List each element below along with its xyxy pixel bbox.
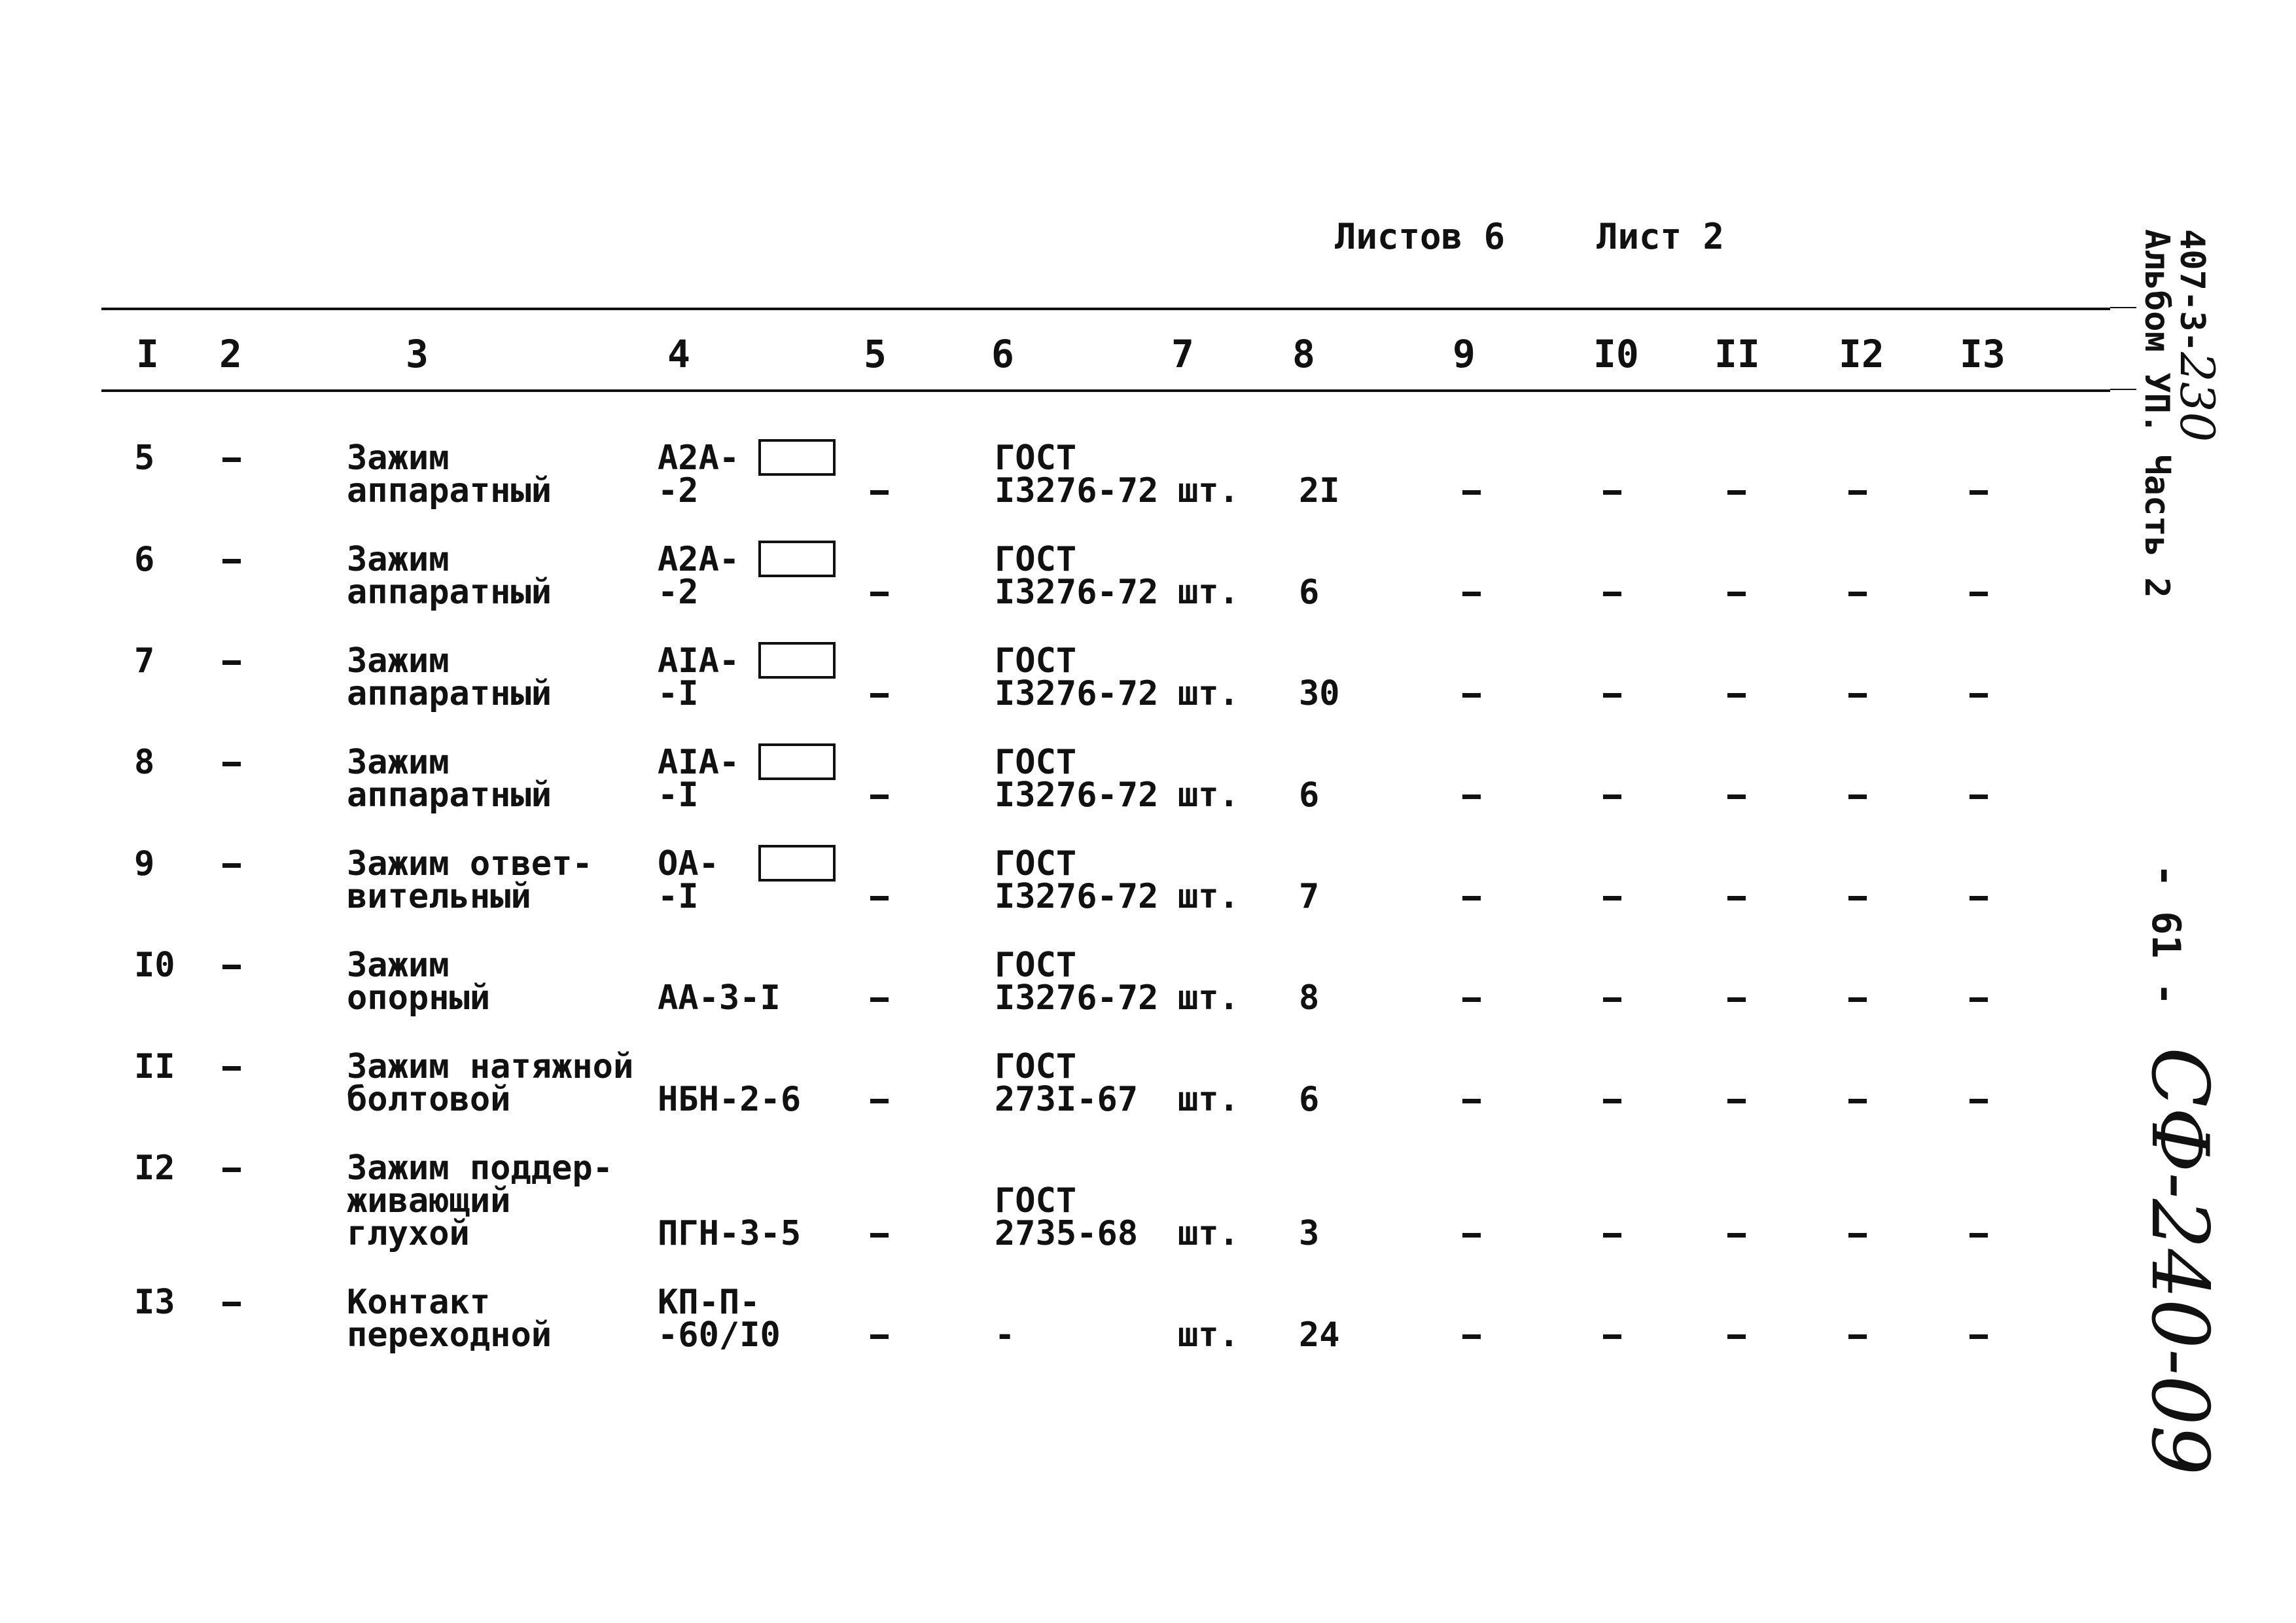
empty-cell-dash [1603, 896, 1621, 901]
item-name-line: Зажим натяжной [347, 1047, 634, 1086]
empty-cell-dash [1848, 896, 1867, 901]
column-header: 4 [667, 332, 690, 376]
empty-cell-dash [1603, 490, 1621, 495]
empty-cell-dash [1969, 997, 1988, 1002]
row-col5-dash [870, 896, 889, 901]
row-col2-dash [222, 863, 241, 868]
empty-cell-dash [1727, 896, 1746, 901]
row-col5-dash [870, 794, 889, 799]
gost-line: - [995, 1315, 1016, 1355]
gost-line: ГОСТ [995, 1047, 1077, 1086]
item-name-line: опорный [347, 978, 491, 1018]
quantity: 7 [1299, 877, 1320, 916]
unit: шт. [1178, 877, 1239, 916]
item-name-line: живающий [347, 1181, 511, 1221]
unit: шт. [1178, 573, 1239, 612]
gost-line: ГОСТ [995, 1181, 1077, 1221]
empty-cell-dash [1603, 997, 1621, 1002]
gost-line: ГОСТ [995, 641, 1077, 681]
item-name-line: переходной [347, 1315, 552, 1355]
empty-cell-dash [1727, 693, 1746, 698]
row-col5-dash [870, 490, 889, 495]
type-mark-line: -I [658, 877, 699, 916]
gost-line: 273I-67 [995, 1080, 1139, 1119]
column-header: 8 [1292, 332, 1315, 376]
type-mark-line: АIА- [658, 641, 740, 681]
empty-cell-dash [1603, 1233, 1621, 1238]
item-name-line: Зажим [347, 946, 450, 985]
gost-line: ГОСТ [995, 540, 1077, 579]
empty-cell-dash [1462, 490, 1481, 495]
empty-cell-dash [1462, 1334, 1481, 1339]
blank-field-box [758, 439, 836, 476]
row-col5-dash [870, 1233, 889, 1238]
row-number: 8 [134, 743, 155, 782]
empty-cell-dash [1727, 490, 1746, 495]
empty-cell-dash [1969, 490, 1988, 495]
blank-field-box [758, 642, 836, 679]
quantity: 30 [1299, 674, 1340, 713]
type-mark-line: АIА- [658, 743, 740, 782]
archive-stamp: СФ-240-09 [2134, 1047, 2225, 1476]
blank-field-box [758, 743, 836, 780]
type-mark-line: А2А- [658, 540, 740, 579]
unit: шт. [1178, 1080, 1239, 1119]
type-mark-line: А2А- [658, 438, 740, 478]
type-mark-line: ПГН-3-5 [658, 1214, 802, 1253]
header-rule [101, 389, 2110, 392]
empty-cell-dash [1462, 896, 1481, 901]
empty-cell-dash [1462, 693, 1481, 698]
type-mark-line: -60/I0 [658, 1315, 781, 1355]
column-header: 5 [864, 332, 887, 376]
column-header: I3 [1960, 332, 2005, 376]
document-code-prefix: 407-3- [2172, 229, 2212, 352]
type-mark-line: НБН-2-6 [658, 1080, 802, 1119]
row-col5-dash [870, 1334, 889, 1339]
row-col5-dash [870, 1099, 889, 1103]
gost-line: I3276-72 [995, 471, 1159, 510]
gost-line: I3276-72 [995, 573, 1159, 612]
column-header: I0 [1593, 332, 1639, 376]
item-name-line: Зажим [347, 743, 450, 782]
unit: шт. [1178, 674, 1239, 713]
row-col2-dash [222, 457, 241, 462]
empty-cell-dash [1969, 1334, 1988, 1339]
empty-cell-dash [1603, 693, 1621, 698]
empty-cell-dash [1848, 1099, 1867, 1103]
item-name-line: глухой [347, 1214, 470, 1253]
empty-cell-dash [1848, 1334, 1867, 1339]
item-name-line: болтовой [347, 1080, 511, 1119]
gost-line: ГОСТ [995, 743, 1077, 782]
row-col2-dash [222, 965, 241, 969]
column-header: 9 [1453, 332, 1475, 376]
empty-cell-dash [1727, 1099, 1746, 1103]
empty-cell-dash [1848, 490, 1867, 495]
gost-line: ГОСТ [995, 438, 1077, 478]
empty-cell-dash [1462, 794, 1481, 799]
document-code-number: 230 [2170, 351, 2225, 442]
gost-line: I3276-72 [995, 674, 1159, 713]
row-number: 9 [134, 844, 155, 883]
column-header: I2 [1839, 332, 1884, 376]
empty-cell-dash [1727, 592, 1746, 596]
blank-field-box [758, 541, 836, 577]
row-number: II [134, 1047, 175, 1086]
column-header: I [136, 332, 159, 376]
row-number: 6 [134, 540, 155, 579]
gost-line: ГОСТ [995, 844, 1077, 883]
item-name-line: Зажим поддер- [347, 1149, 613, 1188]
album-label: Альбом УП. Часть 2 [2137, 229, 2176, 598]
gost-line: I3276-72 [995, 877, 1159, 916]
item-name-line: Зажим [347, 438, 450, 478]
row-col2-dash [222, 559, 241, 563]
item-name-line: Контакт [347, 1283, 491, 1322]
gost-line: ГОСТ [995, 946, 1077, 985]
quantity: 6 [1299, 1080, 1320, 1119]
empty-cell-dash [1969, 693, 1988, 698]
column-header: 7 [1171, 332, 1194, 376]
type-mark-line: АА-3-I [658, 978, 781, 1018]
type-mark-line: КП-П- [658, 1283, 760, 1322]
item-name-line: Зажим [347, 540, 450, 579]
row-number: I2 [134, 1149, 175, 1188]
row-col2-dash [222, 1168, 241, 1172]
column-header: 2 [219, 332, 242, 376]
gost-line: I3276-72 [995, 776, 1159, 815]
sheets-total: Листов 6 [1335, 216, 1506, 257]
gost-line: I3276-72 [995, 978, 1159, 1018]
empty-cell-dash [1969, 1233, 1988, 1238]
empty-cell-dash [1462, 1099, 1481, 1103]
quantity: 8 [1299, 978, 1320, 1018]
empty-cell-dash [1969, 592, 1988, 596]
row-col5-dash [870, 592, 889, 596]
empty-cell-dash [1727, 794, 1746, 799]
item-name-line: аппаратный [347, 471, 552, 510]
quantity: 24 [1299, 1315, 1340, 1355]
row-col2-dash [222, 762, 241, 766]
column-header: 3 [406, 332, 429, 376]
row-col2-dash [222, 1066, 241, 1071]
item-name-line: аппаратный [347, 674, 552, 713]
row-number: I3 [134, 1283, 175, 1322]
empty-cell-dash [1848, 997, 1867, 1002]
top-rule [101, 308, 2110, 310]
column-header: 6 [991, 332, 1014, 376]
empty-cell-dash [1848, 794, 1867, 799]
row-col2-dash [222, 1302, 241, 1306]
empty-cell-dash [1603, 1099, 1621, 1103]
empty-cell-dash [1603, 794, 1621, 799]
empty-cell-dash [1969, 896, 1988, 901]
row-col2-dash [222, 660, 241, 665]
column-header: II [1714, 332, 1760, 376]
empty-cell-dash [1848, 693, 1867, 698]
row-col5-dash [870, 693, 889, 698]
row-number: 7 [134, 641, 155, 681]
empty-cell-dash [1462, 592, 1481, 596]
row-number: 5 [134, 438, 155, 478]
type-mark-line: -I [658, 674, 699, 713]
type-mark-line: -2 [658, 471, 699, 510]
unit: шт. [1178, 776, 1239, 815]
type-mark-line: ОА- [658, 844, 719, 883]
item-name-line: вительный [347, 877, 531, 916]
empty-cell-dash [1727, 1334, 1746, 1339]
type-mark-line: -I [658, 776, 699, 815]
empty-cell-dash [1727, 997, 1746, 1002]
empty-cell-dash [1603, 1334, 1621, 1339]
unit: шт. [1178, 978, 1239, 1018]
empty-cell-dash [1848, 1233, 1867, 1238]
quantity: 6 [1299, 573, 1320, 612]
empty-cell-dash [1969, 1099, 1988, 1103]
empty-cell-dash [1462, 1233, 1481, 1238]
unit: шт. [1178, 471, 1239, 510]
blank-field-box [758, 845, 836, 882]
gost-line: 2735-68 [995, 1214, 1139, 1253]
empty-cell-dash [1848, 592, 1867, 596]
quantity: 2I [1299, 471, 1340, 510]
empty-cell-dash [1727, 1233, 1746, 1238]
empty-cell-dash [1969, 794, 1988, 799]
empty-cell-dash [1462, 997, 1481, 1002]
quantity: 3 [1299, 1214, 1320, 1253]
document-code [2137, 229, 2225, 598]
item-name-line: Зажим ответ- [347, 844, 593, 883]
item-name-line: Зажим [347, 641, 450, 681]
unit: шт. [1178, 1315, 1239, 1355]
type-mark-line: -2 [658, 573, 699, 612]
row-number: I0 [134, 946, 175, 985]
quantity: 6 [1299, 776, 1320, 815]
empty-cell-dash [1603, 592, 1621, 596]
sheet-number: Лист 2 [1597, 216, 1725, 257]
page-number: - 61 - [2143, 864, 2189, 1006]
item-name-line: аппаратный [347, 776, 552, 815]
row-col5-dash [870, 997, 889, 1002]
unit: шт. [1178, 1214, 1239, 1253]
item-name-line: аппаратный [347, 573, 552, 612]
